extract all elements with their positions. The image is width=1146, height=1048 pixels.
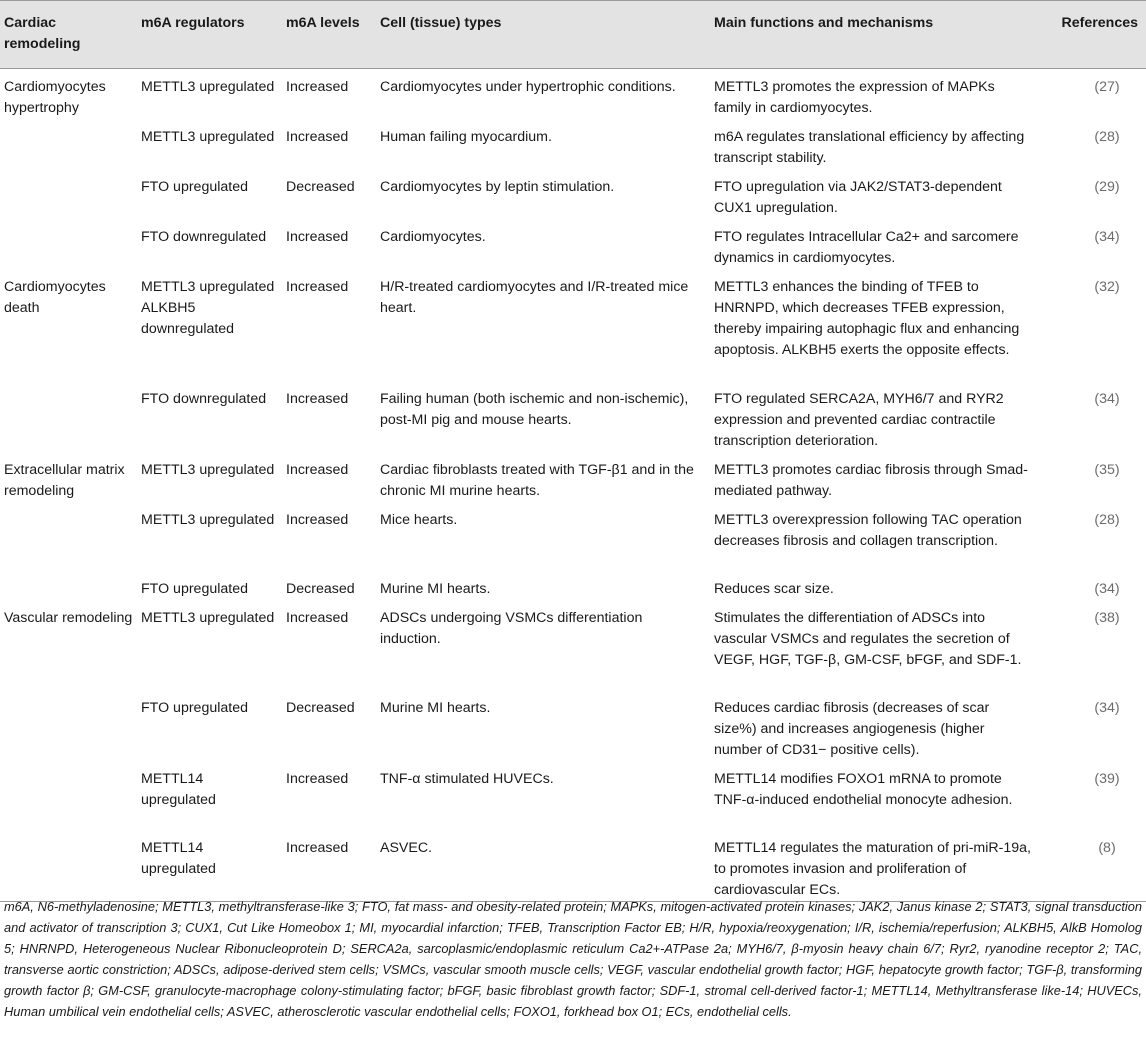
cell-m6a-regulators: METTL3 upregulated	[141, 462, 275, 478]
cell-cardiac-remodeling	[0, 690, 137, 761]
cell-m6a-regulators: METTL3 upregulated	[141, 610, 275, 626]
cell-reference: (28)	[1094, 129, 1120, 145]
cell-mechanism: FTO regulates Intracellular Ca2+ and sarcomere dynamics in cardiomyocytes.	[714, 229, 1019, 266]
table-row	[0, 69, 1146, 120]
cell-cardiac-remodeling: Vascular remodeling	[4, 610, 133, 626]
cell-reference: (38)	[1094, 610, 1120, 626]
cell-m6a-level: Increased	[286, 771, 349, 787]
cell-reference: (8)	[1036, 830, 1146, 902]
cell-cell-types: Cardiac fibroblasts treated with TGF-β1 and in the chronic MI murine hearts.	[380, 462, 694, 499]
cell-mechanism: METTL3 enhances the binding of TFEB to HNRNPD, which decreases TFEB expression, thereby impairing autophagic flux and enhancing apoptosis. ALKBH5 exerts the opposite effects.	[714, 279, 1020, 358]
cell-mechanism: FTO regulated SERCA2A, MYH6/7 and RYR2 expression and prevented cardiac contractile transcription deterioration.	[714, 391, 1004, 449]
cell-m6a-regulators: METTL14 upregulated	[137, 830, 282, 902]
cell-cardiac-remodeling	[0, 381, 137, 452]
cell-m6a-level: Increased	[286, 462, 349, 478]
cell-cell-types: Failing human (both ischemic and non-ischemic), post-MI pig and mouse hearts.	[380, 391, 689, 428]
cell-m6a-regulators: METTL3 upregulated ALKBH5 downregulated	[141, 279, 275, 337]
cell-cardiac-remodeling	[0, 830, 137, 902]
cell-cell-types: H/R-treated cardiomyocytes and I/R-treated mice heart.	[380, 279, 689, 316]
cell-mechanism: METTL14 regulates the maturation of pri-miR-19a, to promotes invasion and proliferation of cardiovascular ECs.	[710, 830, 1036, 902]
cell-m6a-regulators: FTO upregulated	[141, 581, 248, 597]
table-row	[0, 571, 1146, 600]
cell-reference: (34)	[1094, 581, 1120, 597]
cell-cell-types: Murine MI hearts.	[380, 581, 491, 597]
cell-m6a-regulators: METTL3 upregulated	[141, 79, 275, 95]
cell-cardiac-remodeling	[0, 119, 137, 169]
table-row	[0, 452, 1146, 502]
cell-cell-types: Cardiomyocytes by leptin stimulation.	[380, 179, 615, 195]
table-row	[0, 690, 1146, 761]
table-footnote: m6A, N6-methyladenosine; METTL3, methyltransferase-like 3; FTO, fat mass- and obesity-related protein; MAPKs, mitogen-activated protein kinases; JAK2, Janus kinase 2; STAT3, signal transduction and activator of transcription 3; CUX1, Cut Like Homeobox 1; MI, myocardial infarction; TFEB, Transcription Factor EB; H/R, hypoxia/reoxygenation; I/R, ischemia/reperfusion; ALKBH5, AlkB Homolog 5; HNRNPD, Heterogeneous Nuclear Ribonucleoprotein D; SERCA2a, sarcoplasmic/endoplasmic reticulum Ca2+-ATPase 2a; MYH6/7, β-myosin heavy chain 6/7; Ryr2, ryanodine receptor 2; TAC, transverse aortic constriction; ADSCs, adipose-derived stem cells; VSMCs, vascular smooth muscle cells; VEGF, vascular endothelial growth factor; HGF, hepatocyte growth factor; TGF-β, transforming growth factor β; GM-CSF, granulocyte-macrophage colony-stimulating factor; bFGF, basic fibroblast growth factor; SDF-1, stromal cell-derived factor-1; METTL14, Methyltransferase like-14; HUVECs, Human umbilical vein endothelial cells; ASVEC, atherosclerotic vascular endothelial cells; FOXO1, forkhead box O1; ECs, endothelial cells.	[4, 899, 1142, 1019]
cell-m6a-level: Decreased	[286, 179, 355, 195]
cell-reference: (28)	[1094, 512, 1120, 528]
header-m6a-regulators: m6A regulators	[137, 1, 282, 69]
cell-cell-types: Cardiomyocytes under hypertrophic conditions.	[380, 79, 676, 95]
cell-mechanism: Reduces scar size.	[714, 581, 834, 597]
cell-m6a-level: Increased	[282, 830, 376, 902]
cell-reference: (39)	[1094, 771, 1120, 787]
cell-m6a-level: Increased	[286, 79, 349, 95]
cell-m6a-regulators: FTO upregulated	[141, 179, 248, 195]
cell-reference: (34)	[1094, 229, 1120, 245]
cell-mechanism: Stimulates the differentiation of ADSCs into vascular VSMCs and regulates the secretion of VEGF, HGF, TGF-β, GM-CSF, bFGF, and SDF-1.	[714, 610, 1022, 668]
cell-mechanism: METTL3 overexpression following TAC operation decreases fibrosis and collagen transcription.	[714, 512, 1022, 549]
table-body	[0, 69, 1146, 902]
cell-mechanism: m6A regulates translational efficiency by affecting transcript stability.	[714, 129, 1025, 166]
cell-cardiac-remodeling	[0, 169, 137, 219]
header-functions-mechanisms: Main functions and mechanisms	[710, 1, 1036, 69]
cell-cardiac-remodeling: Cardiomyocytes death	[4, 279, 106, 316]
table-header	[0, 1, 1146, 69]
cell-m6a-level: Increased	[286, 610, 349, 626]
table-row	[0, 219, 1146, 269]
cell-reference: (29)	[1094, 179, 1120, 195]
cell-cardiac-remodeling: Cardiomyocytes hypertrophy	[4, 79, 106, 116]
cell-mechanism: METTL3 promotes the expression of MAPKs family in cardiomyocytes.	[714, 79, 995, 116]
cell-m6a-regulators: METTL3 upregulated	[141, 129, 275, 145]
cell-m6a-level: Increased	[286, 129, 349, 145]
cell-cell-types: Human failing myocardium.	[380, 129, 552, 145]
cell-cardiac-remodeling	[0, 502, 137, 571]
cell-mechanism: FTO upregulation via JAK2/STAT3-dependent CUX1 upregulation.	[714, 179, 1002, 216]
cell-m6a-regulators: METTL14 upregulated	[141, 771, 216, 808]
cell-reference: (35)	[1094, 462, 1120, 478]
cell-m6a-regulators: FTO downregulated	[141, 229, 267, 245]
cell-cell-types: ASVEC.	[376, 830, 710, 902]
table-row	[0, 169, 1146, 219]
cell-mechanism: Reduces cardiac fibrosis (decreases of scar size%) and increases angiogenesis (higher number of CD31− positive cells).	[714, 700, 990, 758]
table-row	[0, 502, 1146, 571]
cell-cell-types: Cardiomyocytes.	[380, 229, 486, 245]
cell-m6a-level: Increased	[286, 229, 349, 245]
cell-cardiac-remodeling	[0, 571, 137, 600]
table-row	[0, 761, 1146, 830]
cell-m6a-level: Decreased	[286, 581, 355, 597]
cell-reference: (32)	[1094, 279, 1120, 295]
cell-reference: (34)	[1094, 700, 1120, 716]
table-row	[0, 381, 1146, 452]
cell-mechanism: METTL14 modifies FOXO1 mRNA to promote TNF-α-induced endothelial monocyte adhesion.	[714, 771, 1013, 808]
cell-mechanism: METTL3 promotes cardiac fibrosis through Smad-mediated pathway.	[714, 462, 1028, 499]
cell-reference: (27)	[1094, 79, 1120, 95]
header-references: References	[1036, 1, 1146, 69]
table-row	[0, 269, 1146, 381]
cell-cardiac-remodeling	[0, 761, 137, 830]
header-cardiac-remodeling: Cardiac remodeling	[0, 1, 137, 69]
header-row	[0, 1, 1146, 69]
cell-cell-types: Murine MI hearts.	[380, 700, 491, 716]
header-cell-types: Cell (tissue) types	[376, 1, 710, 69]
cell-cell-types: TNF-α stimulated HUVECs.	[380, 771, 554, 787]
cell-m6a-level: Decreased	[286, 700, 355, 716]
cell-cell-types: Mice hearts.	[380, 512, 458, 528]
cell-reference: (34)	[1094, 391, 1120, 407]
table-row	[0, 830, 1146, 902]
header-m6a-levels: m6A levels	[282, 1, 376, 69]
table-row	[0, 600, 1146, 690]
cell-m6a-level: Increased	[286, 512, 349, 528]
cell-cardiac-remodeling	[0, 219, 137, 269]
cell-m6a-regulators: METTL3 upregulated	[141, 512, 275, 528]
cell-m6a-regulators: FTO upregulated	[141, 700, 248, 716]
cell-m6a-level: Increased	[286, 391, 349, 407]
cell-cardiac-remodeling: Extracellular matrix remodeling	[4, 462, 125, 499]
cell-m6a-level: Increased	[286, 279, 349, 295]
cell-cell-types: ADSCs undergoing VSMCs differentiation induction.	[380, 610, 643, 647]
table-row	[0, 119, 1146, 169]
cell-m6a-regulators: FTO downregulated	[141, 391, 267, 407]
